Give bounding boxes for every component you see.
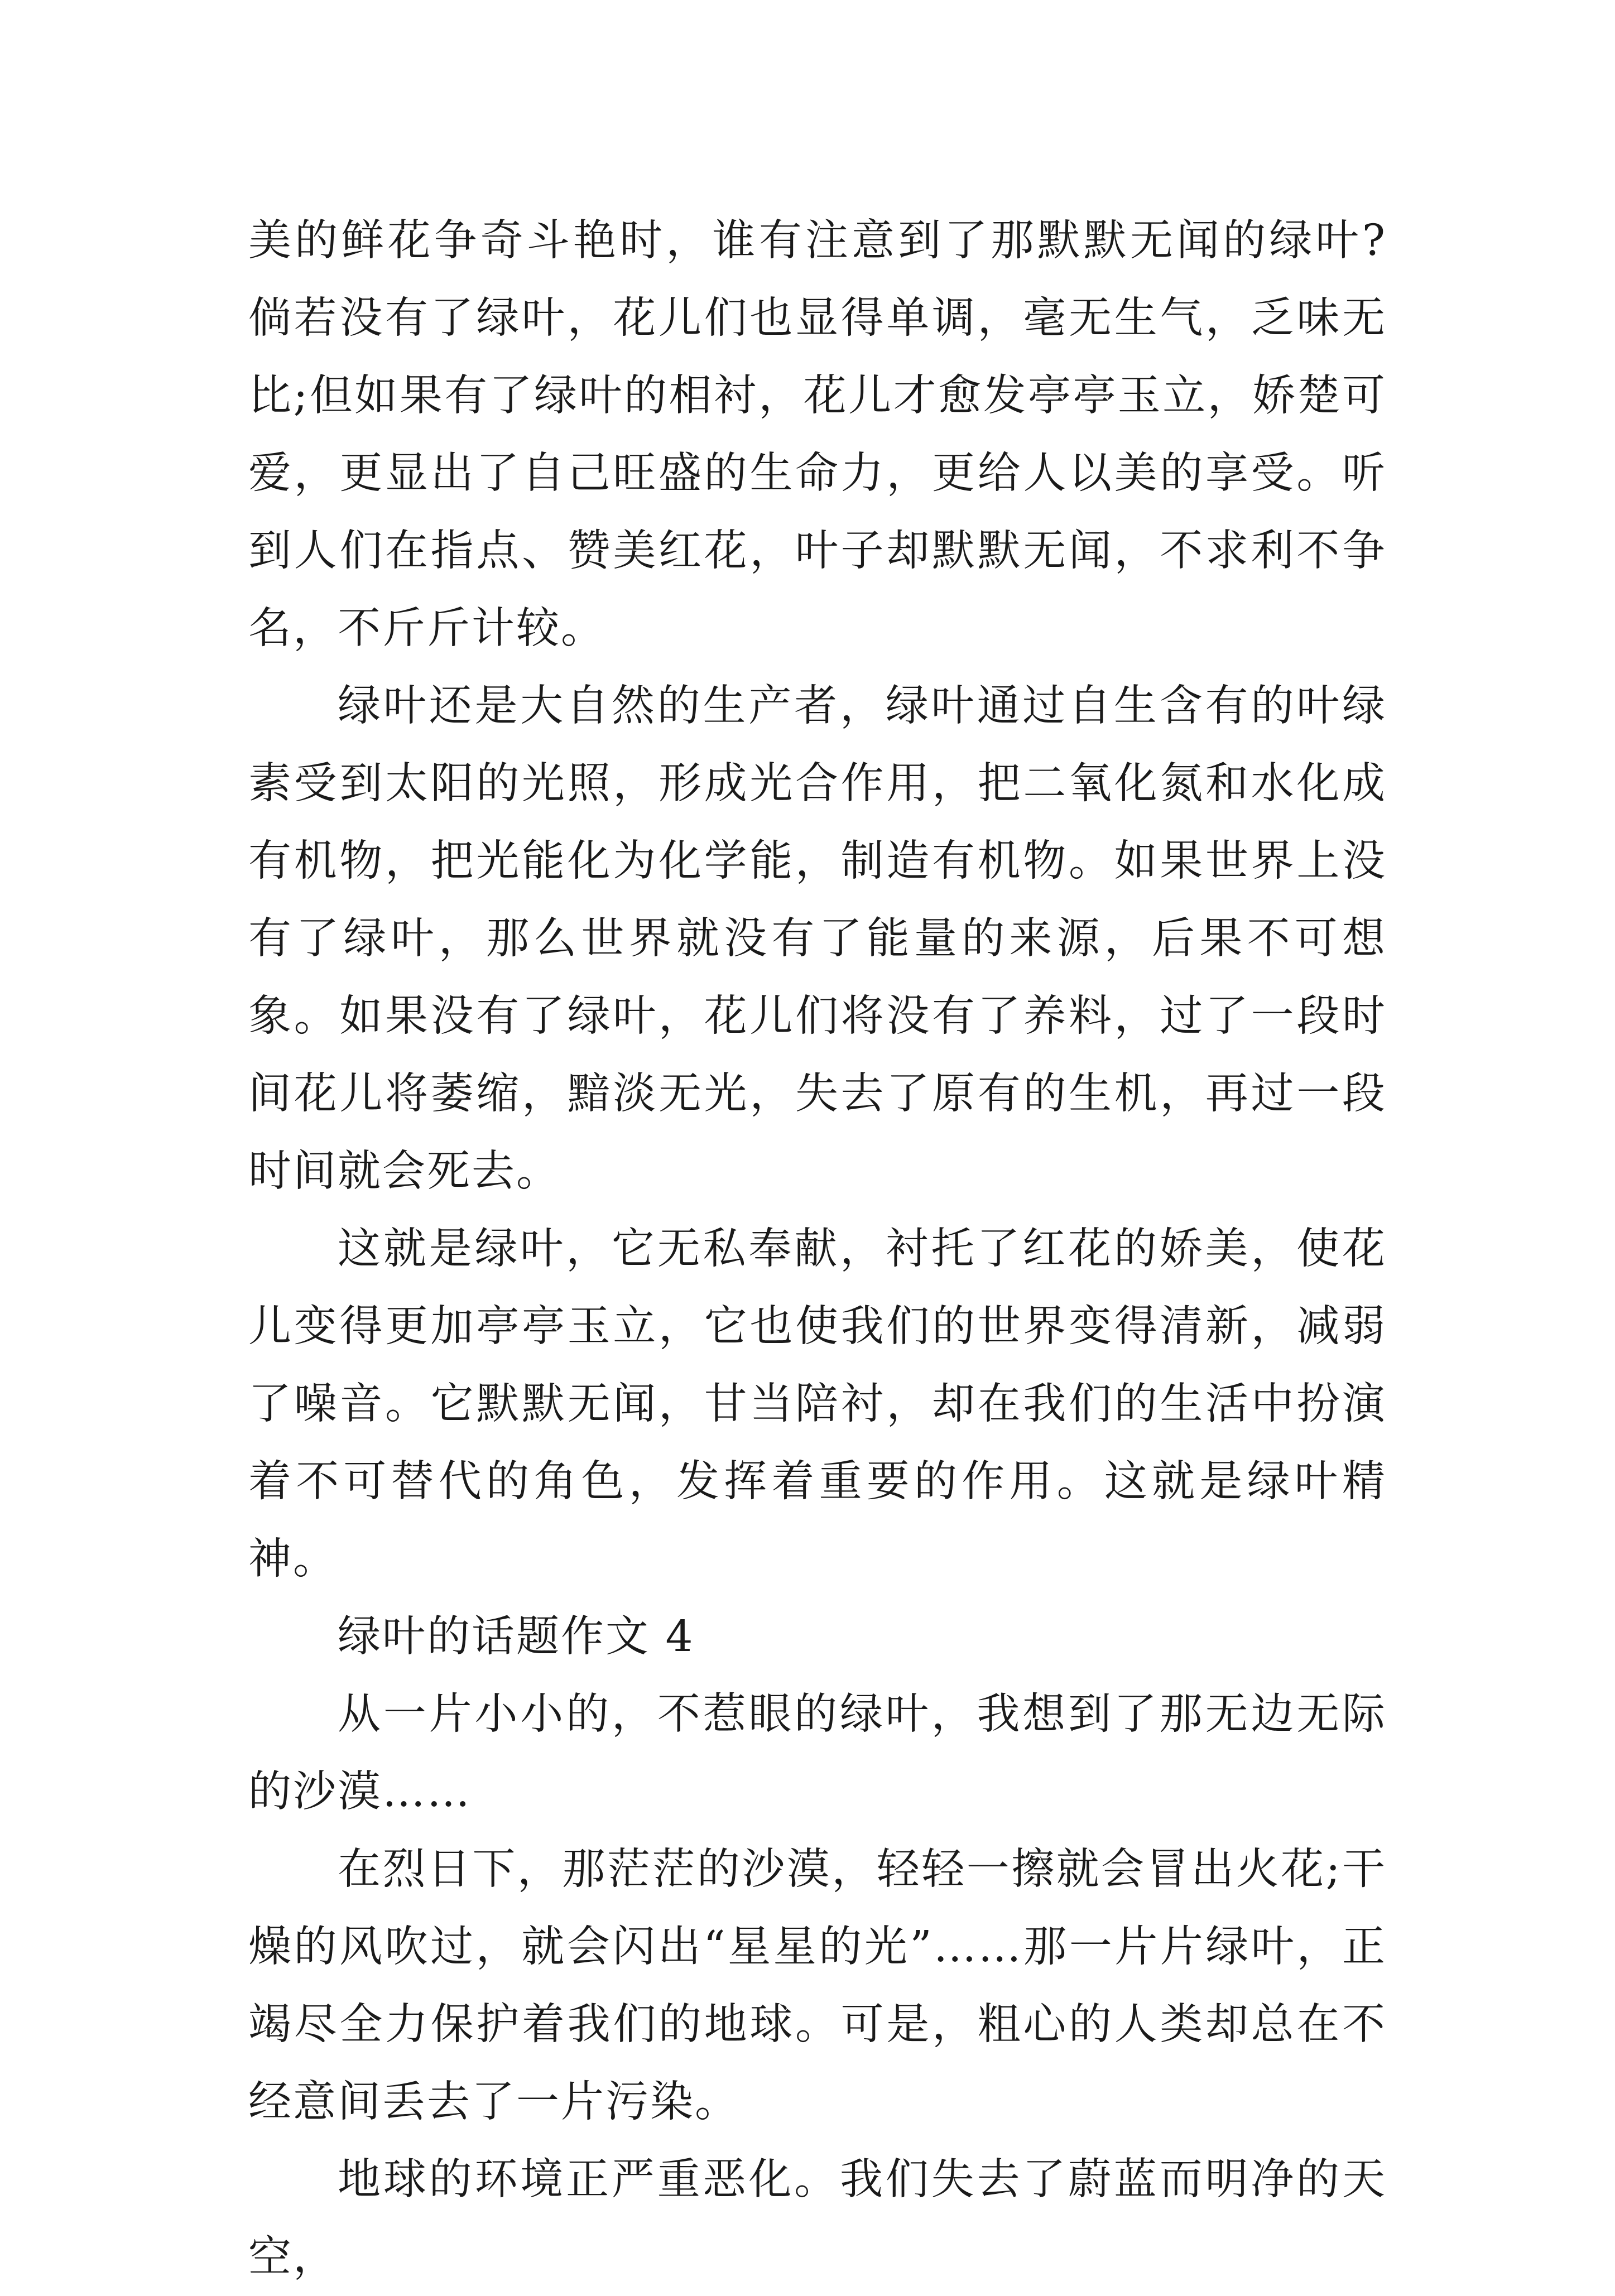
paragraph: 在烈日下，那茫茫的沙漠，轻轻一擦就会冒出火花;干燥的风吹过，就会闪出“星星的光”……那一片片绿叶，正竭尽全力保护着我们的地球。可是，粗心的人类却总在不经意间丢去了一片污染。 [248,1845,1387,2127]
paragraph: 从一片小小的，不惹眼的绿叶，我想到了那无边无际的沙漠…… [248,1689,1387,1817]
paragraph: 地球的环境正严重恶化。我们失去了蔚蓝而明净的天空， [248,2155,1387,2282]
document-body [248,202,1387,2296]
paragraph: 美的鲜花争奇斗艳时，谁有注意到了那默默无闻的绿叶?倘若没有了绿叶，花儿们也显得单调，毫无生气，乏味无比;但如果有了绿叶的相衬，花儿才愈发亭亭玉立，娇楚可爱，更显出了自己旺盛的生命力，更给人以美的享受。听到人们在指点、赞美红花，叶子却默默无闻，不求利不争名，不斤斤计较。 [248,216,1387,653]
section-heading: 绿叶的话题作文 4 [338,1612,695,1662]
paragraph: 这就是绿叶，它无私奉献，衬托了红花的娇美，使花儿变得更加亭亭玉立，它也使我们的世界变得清新，减弱了噪音。它默默无闻，甘当陪衬，却在我们的生活中扮演着不可替代的角色，发挥着重要的作用。这就是绿叶精神。 [248,1224,1387,1584]
paragraph: 绿叶还是大自然的生产者，绿叶通过自生含有的叶绿素受到太阳的光照，形成光合作用，把二氧化氮和水化成有机物，把光能化为化学能，制造有机物。如果世界上没有了绿叶，那么世界就没有了能量的来源，后果不可想象。如果没有了绿叶，花儿们将没有了养料，过了一段时间花儿将萎缩，黯淡无光，失去了原有的生机，再过一段时间就会死去。 [248,681,1387,1196]
